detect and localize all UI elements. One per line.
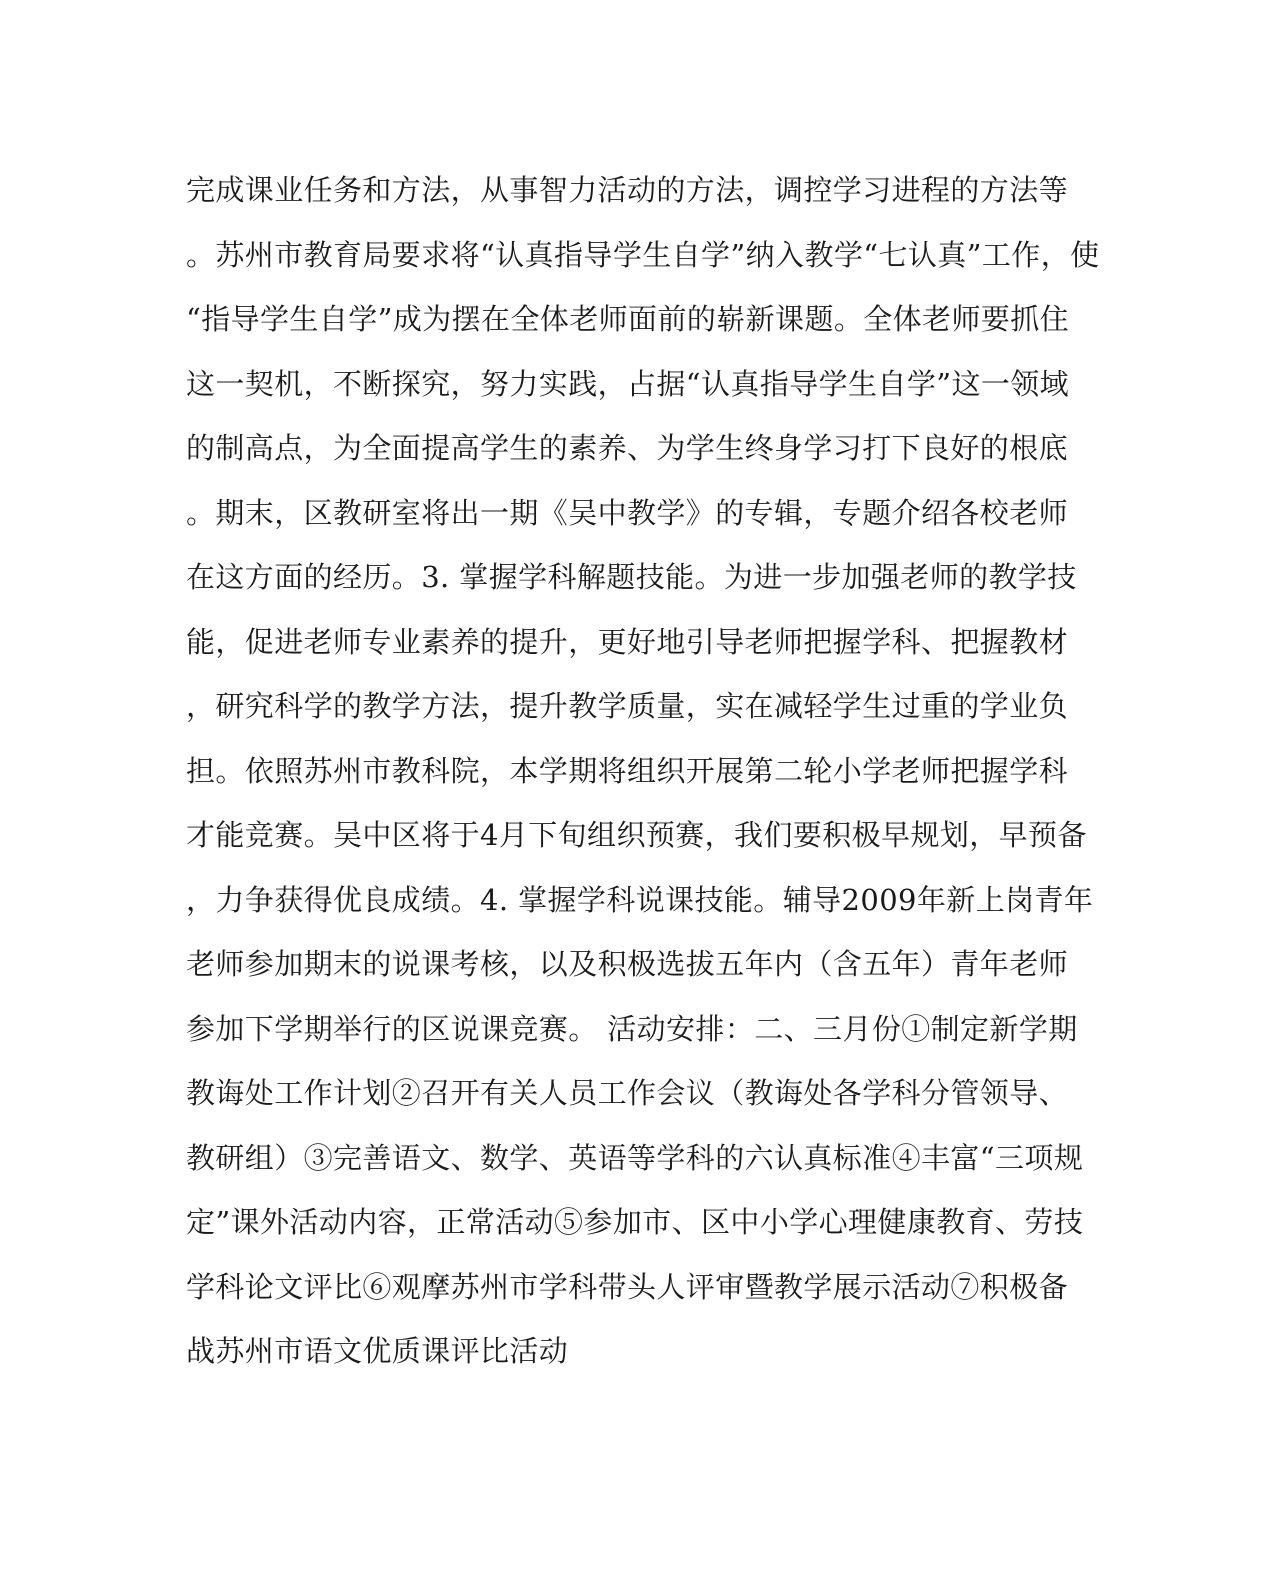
text-line: “指导学生自学”成为摆在全体老师面前的崭新课题。全体老师要抓住 <box>186 302 1070 336</box>
text-line: 战苏州市语文优质课评比活动 <box>186 1334 569 1368</box>
text-line: 这一契机，不断探究，努力实践，占据“认真指导学生自学”这一领域 <box>186 366 1070 401</box>
text-line: 老师参加期末的说课考核，以及积极选拔五年内（含五年）青年老师 <box>186 947 1069 981</box>
text-line: 担。依照苏州市教科院，本学期将组织开展第二轮小学老师把握学科 <box>186 753 1069 788</box>
text-line: 的制高点，为全面提高学生的素养、为学生终身学习打下良好的根底 <box>186 431 1069 465</box>
text-line: 在这方面的经历。3. 掌握学科解题技能。为进一步加强老师的教学技 <box>186 560 1077 594</box>
text-line: 教研组）③完善语文、数学、英语等学科的六认真标准④丰富“三项规 <box>186 1140 1084 1175</box>
text-line: ，研究科学的教学方法，提升教学质量，实在减轻学生过重的学业负 <box>186 689 1069 723</box>
text-line: 。期末，区教研室将出一期《吴中教学》的专辑，专题介绍各校老师 <box>186 495 1069 530</box>
text-line: ，力争获得优良成绩。4. 掌握学科说课技能。辅导2009年新上岗青年 <box>186 882 1094 917</box>
body-text <box>186 158 1100 1384</box>
text-line: 教诲处工作计划②召开有关人员工作会议（教诲处各学科分管领导、 <box>186 1076 1069 1110</box>
text-line: 完成课业任务和方法，从事智力活动的方法，调控学习进程的方法等 <box>186 173 1069 207</box>
text-line: 才能竞赛。吴中区将于4月下旬组织预赛，我们要积极早规划，早预备 <box>186 818 1087 852</box>
text-line: 学科论文评比⑥观摩苏州市学科带头人评审暨教学展示活动⑦积极备 <box>186 1269 1069 1304</box>
text-line: 能，促进老师专业素养的提升，更好地引导老师把握学科、把握教材 <box>186 624 1069 659</box>
text-line: 定”课外活动内容，正常活动⑤参加市、区中小学心理健康教育、劳技 <box>186 1205 1084 1239</box>
text-line: 。苏州市教育局要求将“认真指导学生自学”纳入教学“七认真”工作，使 <box>186 237 1100 272</box>
text-line: 参加下学期举行的区说课竞赛。 活动安排：二、三月份①制定新学期 <box>186 1011 1078 1046</box>
